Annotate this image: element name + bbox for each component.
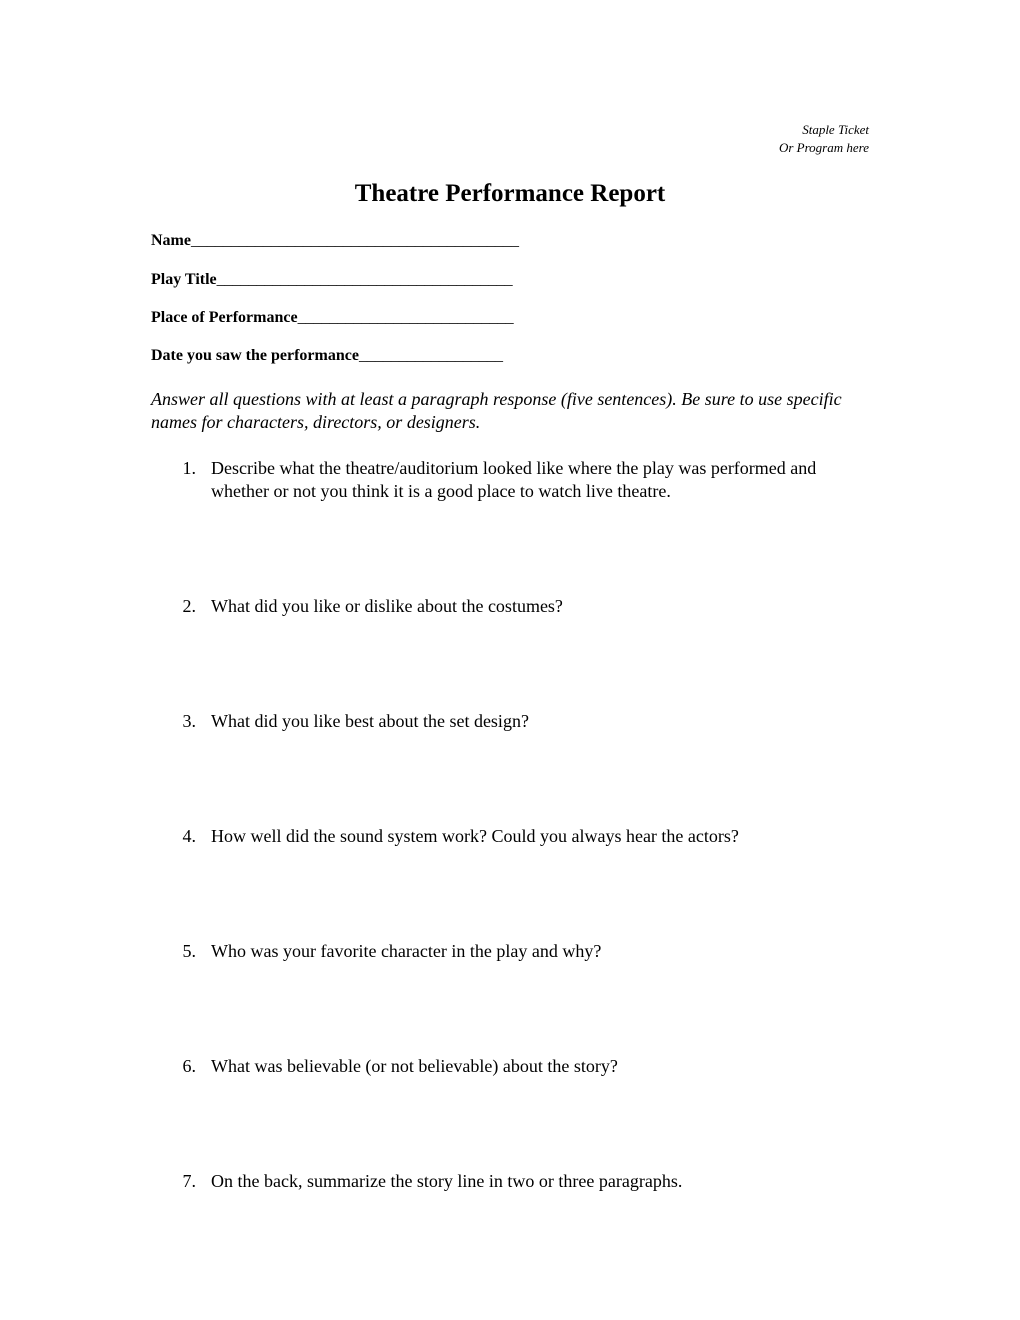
- question-item: [151, 1055, 871, 1078]
- question-text: On the back, summarize the story line in two or three paragraphs.: [211, 1171, 683, 1191]
- page-title: Theatre Performance Report: [354, 180, 666, 207]
- question-item: [151, 595, 871, 618]
- question-number: 3.: [182, 711, 196, 731]
- question-text: What did you like or dislike about the costumes?: [211, 596, 563, 616]
- place-of-performance-field[interactable]: [151, 308, 514, 328]
- instructions: Answer all questions with at least a paragraph response (five sentences). Be sure to use specific names for characters, directors, or designers.: [151, 389, 842, 432]
- play-title-field[interactable]: [151, 270, 513, 290]
- question-text: How well did the sound system work? Could you always hear the actors?: [211, 826, 739, 846]
- date-field-label: Date you saw the performance: [151, 347, 359, 364]
- question-text: What was believable (or not believable) about the story?: [211, 1056, 618, 1076]
- question-item: [151, 940, 871, 963]
- question-number: 4.: [182, 826, 196, 846]
- question-number: 2.: [182, 596, 196, 616]
- question-number: 5.: [182, 941, 196, 961]
- question-text: What did you like best about the set design?: [211, 711, 529, 731]
- question-text: Who was your favorite character in the play and why?: [211, 941, 602, 961]
- staple-note: [779, 121, 869, 157]
- question-item: [151, 457, 871, 503]
- staple-note-line-2: Or Program here: [778, 140, 869, 155]
- question-item: [151, 825, 871, 848]
- name-field[interactable]: [151, 231, 519, 251]
- place-of-performance-field-label: Place of Performance: [151, 309, 298, 326]
- question-number: 7.: [182, 1171, 196, 1191]
- question-number: 6.: [182, 1056, 196, 1076]
- staple-note-line-1: Staple Ticket: [802, 122, 869, 137]
- name-field-line[interactable]: _________________________________________: [190, 232, 519, 249]
- question-number: 1.: [182, 458, 196, 478]
- name-field-label: Name: [151, 232, 191, 249]
- date-field[interactable]: [151, 346, 503, 366]
- place-of-performance-field-line[interactable]: ___________________________: [297, 309, 514, 326]
- play-title-field-label: Play Title: [151, 271, 217, 288]
- play-title-field-line[interactable]: _____________________________________: [216, 271, 513, 288]
- date-field-line[interactable]: __________________: [358, 347, 503, 364]
- question-text: Describe what the theatre/auditorium looked like where the play was performed and whether or not you think it is a good place to watch live theatre.: [211, 458, 817, 501]
- question-item: [151, 1170, 871, 1193]
- question-item: [151, 710, 871, 733]
